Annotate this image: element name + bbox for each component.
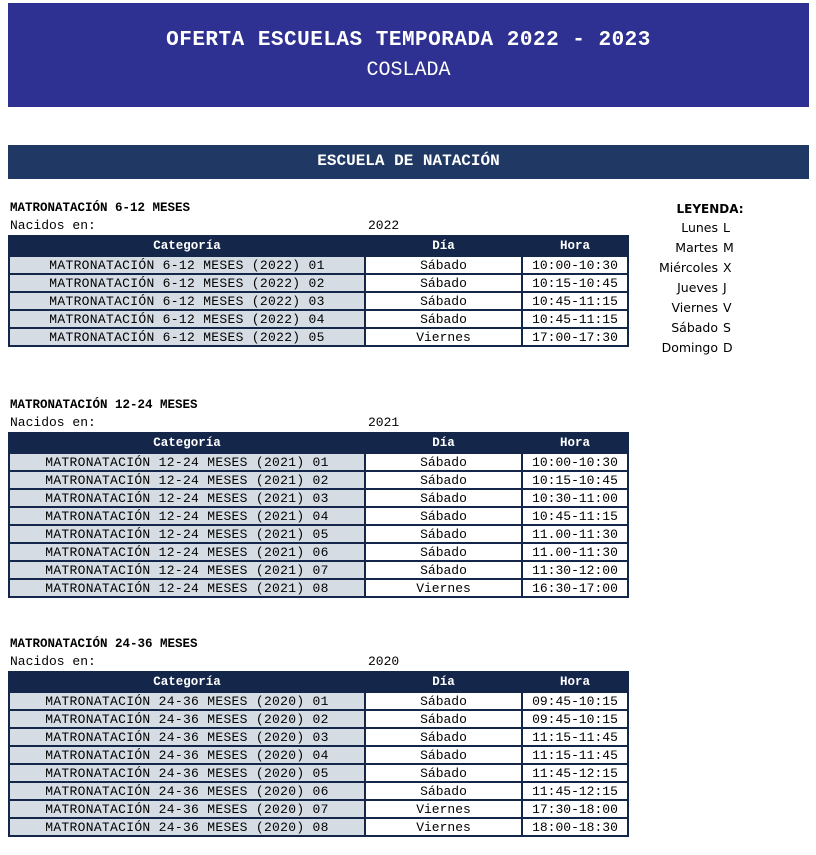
table-row xyxy=(9,746,628,764)
category-cell: MATRONATACIÓN 24-36 MESES (2020) 02 xyxy=(9,710,365,728)
schedule-block-12-24 xyxy=(10,396,635,598)
category-cell: MATRONATACIÓN 12-24 MESES (2021) 02 xyxy=(9,471,365,489)
column-header-day: Día xyxy=(365,433,522,453)
legend-title: LEYENDA: xyxy=(676,202,744,216)
day-cell: Sábado xyxy=(365,728,522,746)
day-cell: Sábado xyxy=(365,710,522,728)
category-cell: MATRONATACIÓN 24-36 MESES (2020) 05 xyxy=(9,764,365,782)
day-cell: Sábado xyxy=(365,746,522,764)
category-cell: MATRONATACIÓN 6-12 MESES (2022) 04 xyxy=(9,310,365,328)
category-cell: MATRONATACIÓN 24-36 MESES (2020) 04 xyxy=(9,746,365,764)
category-cell: MATRONATACIÓN 6-12 MESES (2022) 05 xyxy=(9,328,365,346)
legend-day-code: V xyxy=(723,300,732,315)
day-cell: Sábado xyxy=(365,292,522,310)
hour-cell: 11:15-11:45 xyxy=(522,728,628,746)
table-row xyxy=(9,579,628,597)
legend-day-name: Sábado xyxy=(671,320,718,335)
hour-cell: 10:00-10:30 xyxy=(522,453,628,471)
day-cell: Sábado xyxy=(365,453,522,471)
schedule-block-24-36 xyxy=(10,635,635,837)
legend-day-name: Lunes xyxy=(681,220,718,235)
schedule-table xyxy=(8,671,629,837)
day-cell: Sábado xyxy=(365,310,522,328)
column-header-hour: Hora xyxy=(522,236,628,256)
table-row xyxy=(9,471,628,489)
table-row xyxy=(9,525,628,543)
born-year: 2021 xyxy=(368,415,400,430)
day-cell: Sábado xyxy=(365,507,522,525)
legend-day-code: M xyxy=(723,240,734,255)
page-title: OFERTA ESCUELAS TEMPORADA 2022 - 2023 xyxy=(166,29,651,52)
table-row xyxy=(9,292,628,310)
table-row xyxy=(9,489,628,507)
hour-cell: 11:45-12:15 xyxy=(522,764,628,782)
table-row xyxy=(9,256,628,274)
hour-cell: 10:45-11:15 xyxy=(522,507,628,525)
legend-day-name: Viernes xyxy=(671,300,718,315)
day-cell: Viernes xyxy=(365,800,522,818)
hour-cell: 17:00-17:30 xyxy=(522,328,628,346)
hour-cell: 10:15-10:45 xyxy=(522,471,628,489)
category-cell: MATRONATACIÓN 12-24 MESES (2021) 04 xyxy=(9,507,365,525)
category-cell: MATRONATACIÓN 24-36 MESES (2020) 03 xyxy=(9,728,365,746)
born-row xyxy=(10,653,635,671)
column-header-category: Categoría xyxy=(9,672,365,692)
table-row xyxy=(9,543,628,561)
born-year: 2020 xyxy=(368,654,400,669)
category-cell: MATRONATACIÓN 24-36 MESES (2020) 06 xyxy=(9,782,365,800)
table-row xyxy=(9,692,628,710)
hour-cell: 10:00-10:30 xyxy=(522,256,628,274)
day-cell: Sábado xyxy=(365,489,522,507)
hour-cell: 10:45-11:15 xyxy=(522,292,628,310)
born-year: 2022 xyxy=(368,218,400,233)
category-cell: MATRONATACIÓN 6-12 MESES (2022) 03 xyxy=(9,292,365,310)
section-title: ESCUELA DE NATACIÓN xyxy=(8,145,809,179)
table-row xyxy=(9,453,628,471)
table-row xyxy=(9,818,628,836)
category-cell: MATRONATACIÓN 6-12 MESES (2022) 02 xyxy=(9,274,365,292)
legend-item xyxy=(640,258,770,278)
table-row xyxy=(9,764,628,782)
table-row xyxy=(9,782,628,800)
legend-item xyxy=(640,318,770,338)
header-banner xyxy=(8,3,809,107)
category-cell: MATRONATACIÓN 12-24 MESES (2021) 03 xyxy=(9,489,365,507)
category-cell: MATRONATACIÓN 24-36 MESES (2020) 07 xyxy=(9,800,365,818)
column-header-day: Día xyxy=(365,236,522,256)
category-cell: MATRONATACIÓN 24-36 MESES (2020) 01 xyxy=(9,692,365,710)
block-title: MATRONATACIÓN 24-36 MESES xyxy=(10,637,198,651)
born-row xyxy=(10,414,635,432)
day-cell: Sábado xyxy=(365,561,522,579)
legend-day-code: D xyxy=(723,340,733,355)
category-cell: MATRONATACIÓN 12-24 MESES (2021) 06 xyxy=(9,543,365,561)
day-cell: Sábado xyxy=(365,692,522,710)
legend-item xyxy=(640,298,770,318)
legend-day-name: Martes xyxy=(675,240,718,255)
legend-day-code: J xyxy=(723,280,727,295)
legend-day-code: X xyxy=(723,260,732,275)
table-row xyxy=(9,800,628,818)
hour-cell: 10:15-10:45 xyxy=(522,274,628,292)
day-cell: Sábado xyxy=(365,764,522,782)
day-cell: Sábado xyxy=(365,525,522,543)
table-row xyxy=(9,328,628,346)
born-label: Nacidos en: xyxy=(10,415,96,430)
column-header-hour: Hora xyxy=(522,433,628,453)
table-row xyxy=(9,728,628,746)
day-cell: Viernes xyxy=(365,579,522,597)
legend-item xyxy=(640,338,770,358)
day-cell: Sábado xyxy=(365,471,522,489)
hour-cell: 09:45-10:15 xyxy=(522,692,628,710)
hour-cell: 11.00-11:30 xyxy=(522,525,628,543)
legend-day-code: S xyxy=(723,320,731,335)
born-label: Nacidos en: xyxy=(10,218,96,233)
block-title: MATRONATACIÓN 6-12 MESES xyxy=(10,201,191,215)
legend-day-name: Miércoles xyxy=(658,260,718,275)
table-row xyxy=(9,274,628,292)
schedule-table xyxy=(8,432,629,598)
hour-cell: 11:45-12:15 xyxy=(522,782,628,800)
day-cell: Sábado xyxy=(365,256,522,274)
column-header-category: Categoría xyxy=(9,236,365,256)
category-cell: MATRONATACIÓN 12-24 MESES (2021) 08 xyxy=(9,579,365,597)
legend-item xyxy=(640,218,770,238)
legend-day-name: Jueves xyxy=(677,280,718,295)
block-title: MATRONATACIÓN 12-24 MESES xyxy=(10,398,198,412)
schedule-block-6-12 xyxy=(10,199,635,347)
day-cell: Sábado xyxy=(365,274,522,292)
category-cell: MATRONATACIÓN 24-36 MESES (2020) 08 xyxy=(9,818,365,836)
hour-cell: 17:30-18:00 xyxy=(522,800,628,818)
hour-cell: 11:15-11:45 xyxy=(522,746,628,764)
hour-cell: 18:00-18:30 xyxy=(522,818,628,836)
legend-day-code: L xyxy=(723,220,730,235)
table-row xyxy=(9,310,628,328)
hour-cell: 10:45-11:15 xyxy=(522,310,628,328)
hour-cell: 16:30-17:00 xyxy=(522,579,628,597)
table-row xyxy=(9,561,628,579)
day-cell: Viernes xyxy=(365,818,522,836)
column-header-hour: Hora xyxy=(522,672,628,692)
day-cell: Viernes xyxy=(365,328,522,346)
hour-cell: 11.00-11:30 xyxy=(522,543,628,561)
column-header-day: Día xyxy=(365,672,522,692)
category-cell: MATRONATACIÓN 12-24 MESES (2021) 05 xyxy=(9,525,365,543)
born-row xyxy=(10,217,635,235)
born-label: Nacidos en: xyxy=(10,654,96,669)
category-cell: MATRONATACIÓN 6-12 MESES (2022) 01 xyxy=(9,256,365,274)
table-row xyxy=(9,710,628,728)
category-cell: MATRONATACIÓN 12-24 MESES (2021) 01 xyxy=(9,453,365,471)
column-header-category: Categoría xyxy=(9,433,365,453)
legend-day-name: Domingo xyxy=(661,340,718,355)
hour-cell: 11:30-12:00 xyxy=(522,561,628,579)
schedule-table xyxy=(8,235,629,347)
category-cell: MATRONATACIÓN 12-24 MESES (2021) 07 xyxy=(9,561,365,579)
legend-item xyxy=(640,278,770,298)
day-cell: Sábado xyxy=(365,543,522,561)
hour-cell: 09:45-10:15 xyxy=(522,710,628,728)
legend-item xyxy=(640,238,770,258)
table-row xyxy=(9,507,628,525)
legend xyxy=(640,200,770,358)
hour-cell: 10:30-11:00 xyxy=(522,489,628,507)
city-subtitle: COSLADA xyxy=(366,59,451,82)
day-cell: Sábado xyxy=(365,782,522,800)
